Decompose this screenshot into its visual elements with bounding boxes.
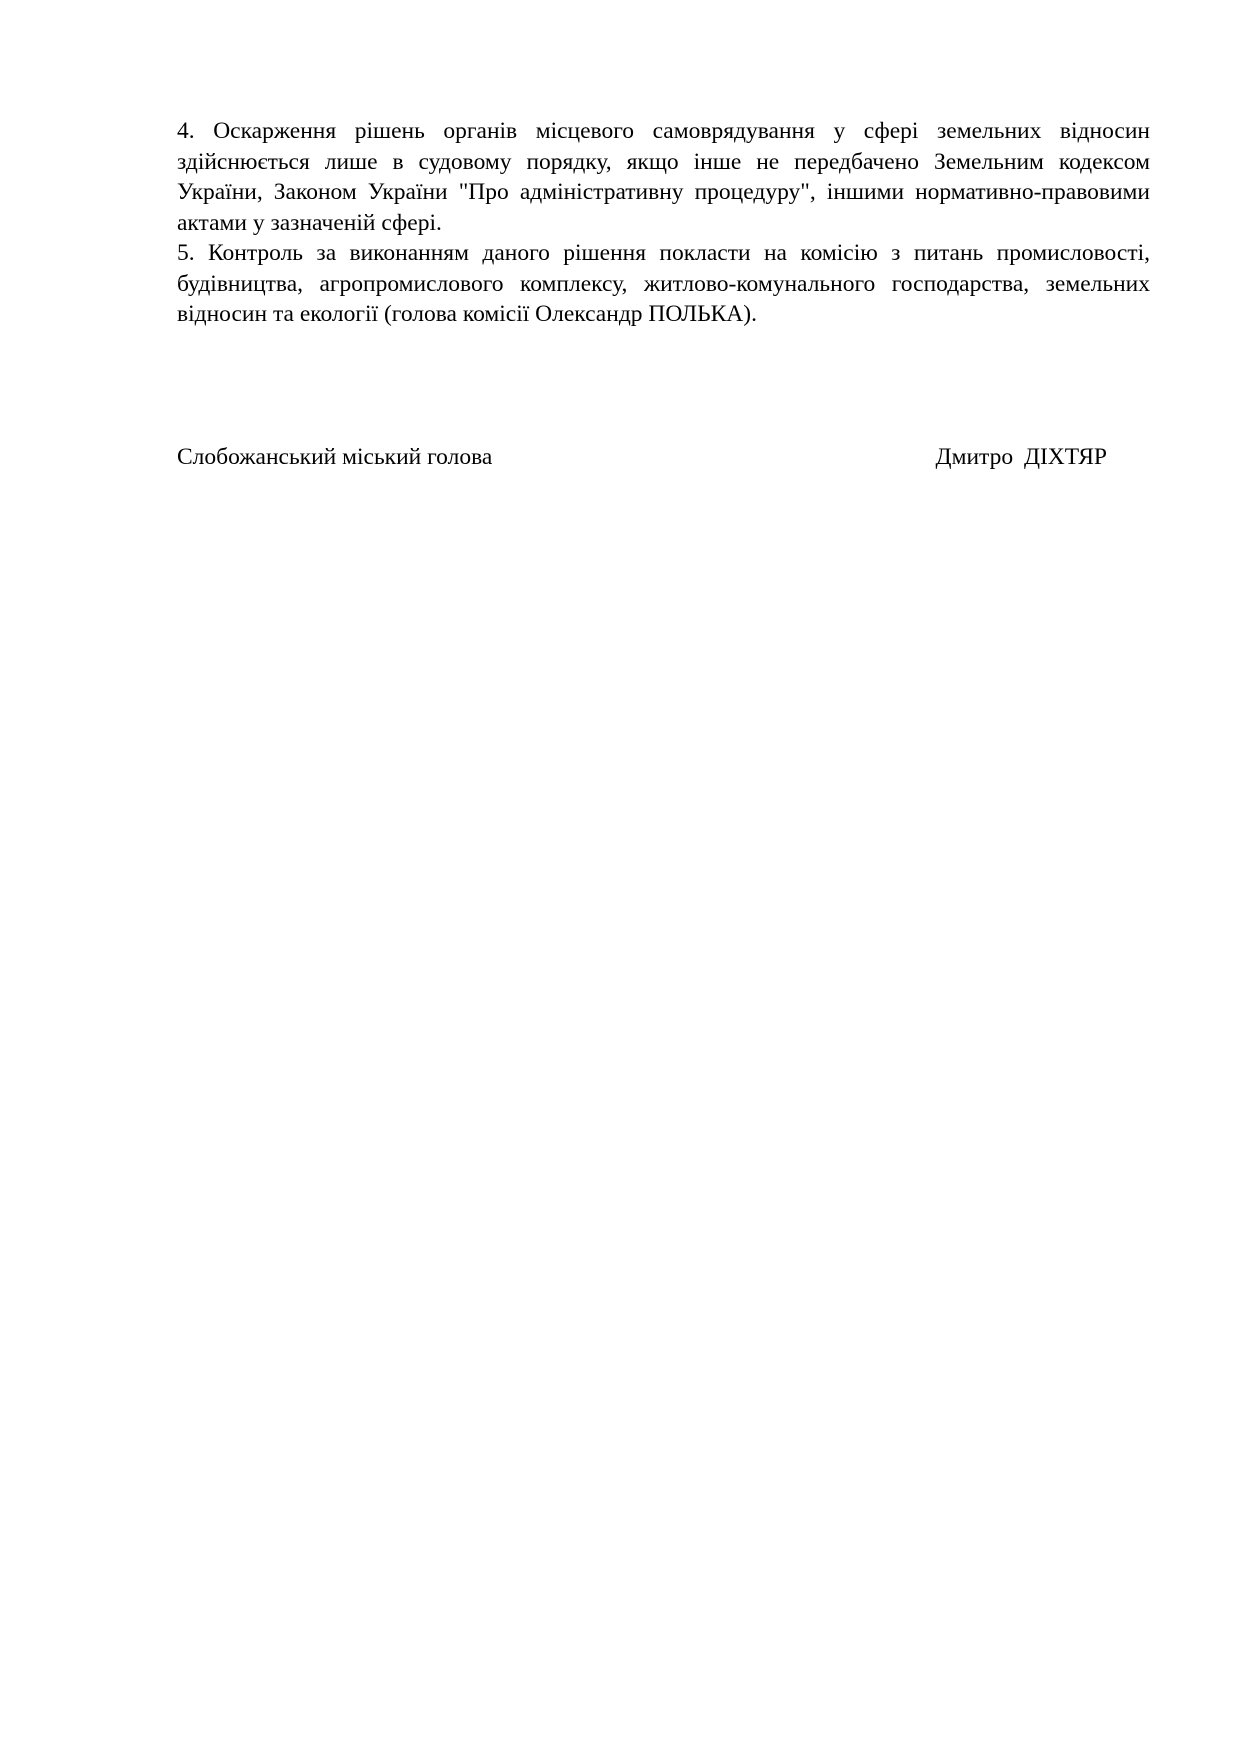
signature-block bbox=[177, 442, 1107, 472]
paragraph-item-4: 4. Оскарження рішень органів місцевого самоврядування у сфері земельних відносин здійснюється лише в судовому порядку, якщо інше не передбачено Земельним кодексом України, Законом України "Про адміністративну процедуру", іншими нормативно-правовими актами у зазначеній сфері. bbox=[177, 118, 1150, 236]
paragraph-item-5: 5. Контроль за виконанням даного рішення покласти на комісію з питань промисловості, будівництва, агропромислового комплексу, житлово-комунального господарства, земельних відносин та екології (голова комісії Олександр ПОЛЬКА). bbox=[177, 240, 1150, 327]
document-body bbox=[177, 116, 1150, 330]
signature-name: Дмитро ДІХТЯР bbox=[935, 444, 1107, 470]
signature-position: Слобожанський міський голова bbox=[177, 444, 493, 470]
